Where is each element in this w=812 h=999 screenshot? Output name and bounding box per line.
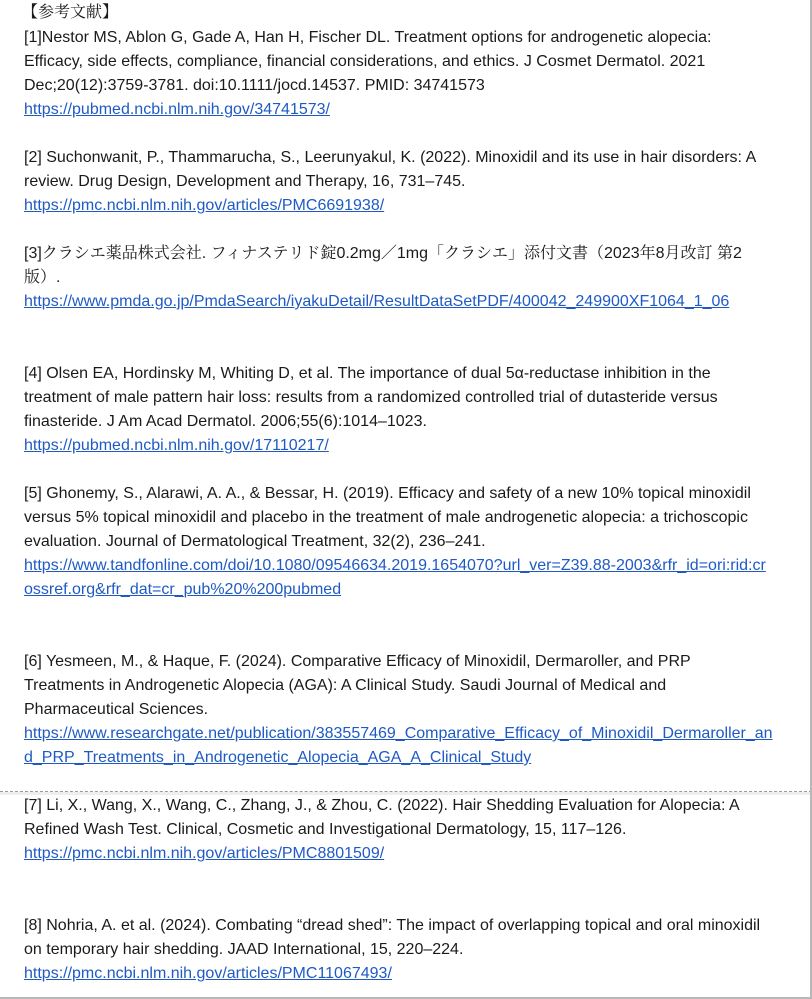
reference-text: [7] Li, X., Wang, X., Wang, C., Zhang, J., & Zhou, C. (2022). Hair Shedding Evaluation for Alopecia: A Refined Wash Test. Clinical, Cosmetic and Investigational Dermatology, 15, 117–126. [24,797,739,838]
page-break-divider [0,791,812,792]
reference-text: [1]Nestor MS, Ablon G, Gade A, Han H, Fischer DL. Treatment options for androgenetic alopecia: Efficacy, side effects, compliance, financial considerations, and ethics. J Cosmet Dermatol. 2021 Dec;20(12):3759-3781. doi:10.1111/jocd.14537. PMID: 34741573 [24,29,712,94]
reference-text: [4] Olsen EA, Hordinsky M, Whiting D, et al. The importance of dual 5α-reductase inhibition in the treatment of male pattern hair loss: results from a randomized controlled trial of dutasteride versus finasteride. J Am Acad Dermatol. 2006;55(6):1014–1023. [24,365,718,430]
reference-text: [2] Suchonwanit, P., Thammarucha, S., Leerunyakul, K. (2022). Minoxidil and its use in hair disorders: A review. Drug Design, Development and Therapy, 16, 731–745. [24,149,756,190]
reference-link[interactable]: https://www.tandfonline.com/doi/10.1080/09546634.2019.1654070?url_ver=Z39.88-2003&rfr_id=ori:rid:crossref.org&rfr_dat=cr_pub%20%200pubmed [24,557,766,598]
reference-link[interactable]: https://www.pmda.go.jp/PmdaSearch/iyakuDetail/ResultDataSetPDF/400042_249900XF1064_1_06 [24,293,730,310]
reference-text: [5] Ghonemy, S., Alarawi, A. A., & Bessar, H. (2019). Efficacy and safety of a new 10% topical minoxidil versus 5% topical minoxidil and placebo in the treatment of male androgenetic alopecia: a trichoscopic evaluation. Journal of Dermatological Treatment, 32(2), 236–241. [24,485,751,550]
reference-text: [6] Yesmeen, M., & Haque, F. (2024). Comparative Efficacy of Minoxidil, Dermaroller, and PRP Treatments in Androgenetic Alopecia (AGA): A Clinical Study. Saudi Journal of Medical and Pharmaceutical Sciences. [24,653,691,718]
reference-item-7 [24,794,774,866]
reference-item-5 [24,482,774,602]
reference-item-1 [24,26,774,122]
reference-link[interactable]: https://pmc.ncbi.nlm.nih.gov/articles/PMC8801509/ [24,845,385,862]
reference-link[interactable]: https://pmc.ncbi.nlm.nih.gov/articles/PMC6691938/ [24,197,385,214]
reference-link[interactable]: https://pubmed.ncbi.nlm.nih.gov/17110217/ [24,437,329,454]
reference-link[interactable]: https://pubmed.ncbi.nlm.nih.gov/34741573/ [24,101,330,118]
reference-item-4 [24,362,774,458]
reference-text: [8] Nohria, A. et al. (2024). Combating “dread shed”: The impact of overlapping topical and oral minoxidil on temporary hair shedding. JAAD International, 15, 220–224. [24,917,761,958]
reference-item-8 [24,914,774,986]
reference-item-6 [24,650,774,770]
reference-text: [3]クラシエ薬品株式会社. フィナステリド錠0.2mg／1mg「クラシエ」添付文書（2023年8月改訂 第2版）. [24,245,742,286]
reference-item-3 [24,242,769,314]
reference-link[interactable]: https://pmc.ncbi.nlm.nih.gov/articles/PMC11067493/ [24,965,392,982]
reference-item-2 [24,146,774,218]
reference-link[interactable]: https://www.researchgate.net/publication/383557469_Comparative_Efficacy_of_Minoxidil_Dermaroller_and_PRP_Treatments_in_Androgenetic_Alopecia_AGA_A_Clinical_Study [24,725,773,766]
references-heading: 【参考文献】 [22,4,119,21]
